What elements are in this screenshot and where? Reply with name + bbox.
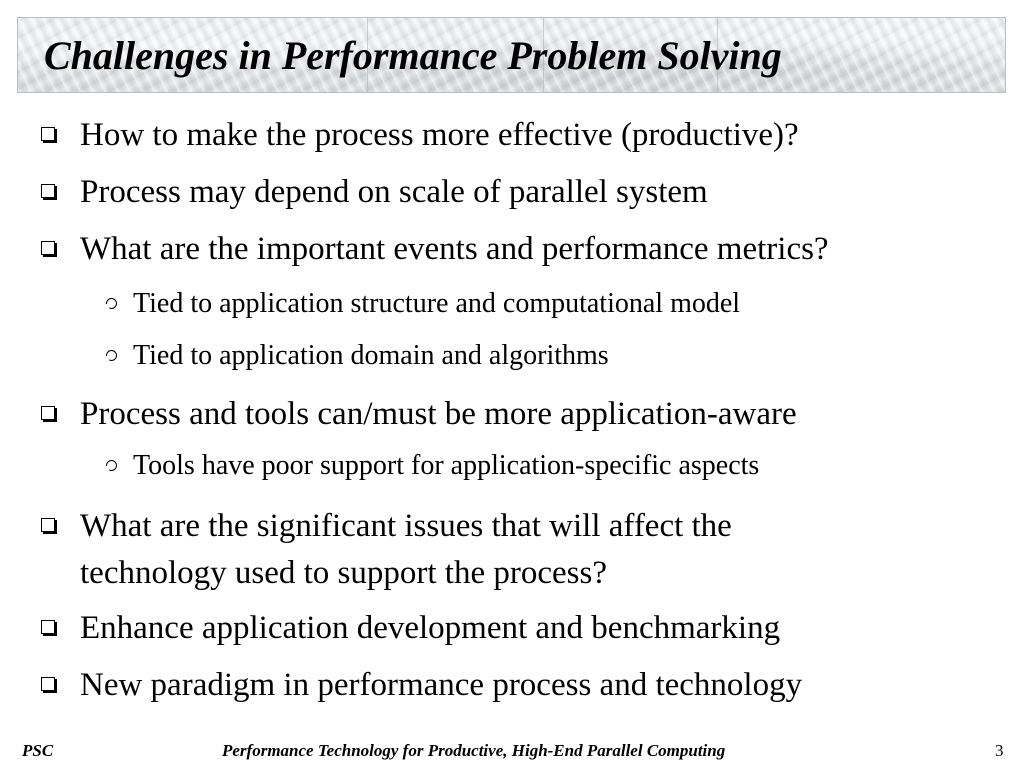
sub-bullet-text: Tied to application structure and computational model [133,288,741,319]
open-circle-bullet-icon [106,350,117,361]
square-box-bullet-icon [41,620,55,634]
bullet-text: Process and tools can/must be more application-aware [80,396,797,432]
bullet-text: technology used to support the process? [80,555,607,591]
sub-bullet-text: Tools have poor support for application-specific aspects [133,450,760,481]
bullet-text: How to make the process more effective (productive)? [80,117,799,153]
bullet-text: What are the important events and performance metrics? [80,231,829,267]
footer-page-number: 3 [995,741,1004,760]
sub-bullet-text: Tied to application domain and algorithms [133,340,609,371]
open-circle-bullet-icon [106,298,117,309]
bullet-text: What are the significant issues that will affect the [80,508,732,544]
open-circle-bullet-icon [106,460,117,471]
square-box-bullet-icon [41,518,55,532]
footer-presentation-title: Performance Technology for Productive, High-End Parallel Computing [222,741,726,760]
slide-title: Challenges in Performance Problem Solving [44,33,782,78]
square-box-bullet-icon [41,241,55,255]
bullet-text: New paradigm in performance process and technology [80,667,803,703]
bullet-text: Enhance application development and benchmarking [80,610,781,646]
square-box-bullet-icon [41,127,55,141]
square-box-bullet-icon [41,406,55,420]
square-box-bullet-icon [41,184,55,198]
footer-organization: PSC [22,741,54,760]
square-box-bullet-icon [41,677,55,691]
bullet-text: Process may depend on scale of parallel system [80,174,708,210]
